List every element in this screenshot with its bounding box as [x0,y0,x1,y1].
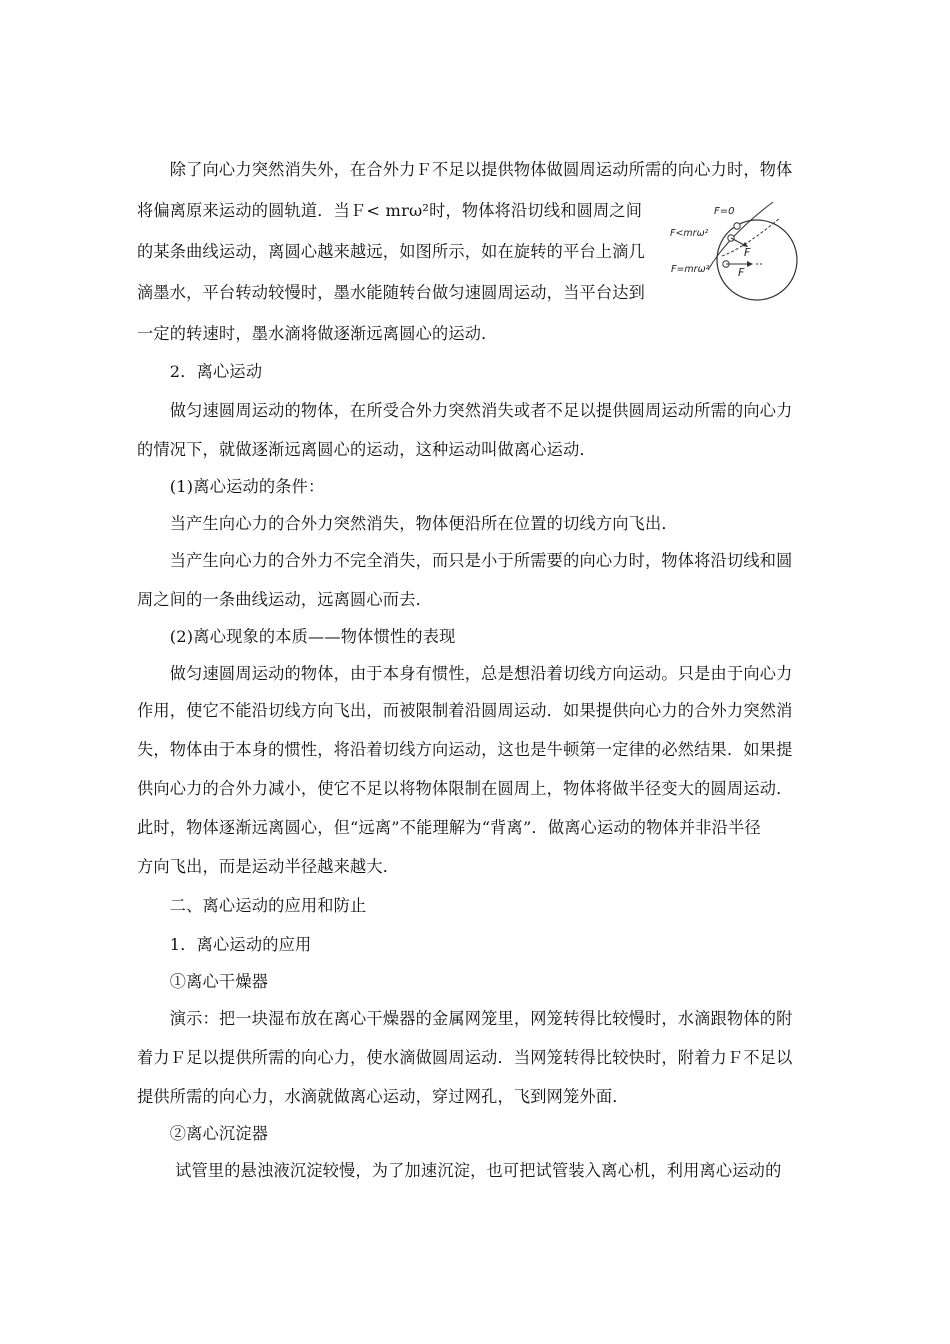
paragraph-line: 一定的转速时，墨水滴将做逐渐远离圆心的运动． [137,324,498,343]
section-heading: 二、离心运动的应用和防止 [137,896,367,915]
paragraph-line: 作用，使它不能沿切线方向飞出，而被限制着沿圆周运动．如果提供向心力的合外力突然消 [137,701,793,720]
item-heading: ①离心干燥器 [137,972,269,991]
subsection-heading: (2)离心现象的本质——物体惯性的表现 [137,627,456,646]
paragraph-line: 失，物体由于本身的惯性，将沿着切线方向运动，这也是牛顿第一定律的必然结果．如果提 [137,740,793,759]
paragraph-line: 的情况下，就做逐渐远离圆心的运动，这种运动叫做离心运动． [137,440,596,459]
paragraph-line: 周之间的一条曲线运动，远离圆心而去． [137,590,432,609]
section-heading: 1．离心运动的应用 [137,935,312,954]
paragraph-line: 除了向心力突然消失外，在合外力Ｆ不足以提供物体做圆周运动所需的向心力时，物体 [137,160,793,179]
paragraph-line: 当产生向心力的合外力不完全消失，而只是小于所需要的向心力时，物体将沿切线和圆 [137,551,793,570]
paragraph-line: 提供所需的向心力，水滴就做离心运动，穿过网孔，飞到网笼外面． [137,1087,629,1106]
paragraph-line: 做匀速圆周运动的物体，由于本身有惯性，总是想沿着切线方向运动。只是由于向心力 [137,664,793,683]
paragraph-line: 将偏离原来运动的圆轨道．当Ｆ< mrω²时，物体将沿切线和圆周之间 [137,201,643,220]
paragraph-line: 做匀速圆周运动的物体，在所受合外力突然消失或者不足以提供圆周运动所需的向心力 [137,401,793,420]
centrifugal-motion-diagram [668,196,808,314]
label-f-zero: F=0 [714,206,735,217]
label-force: F [738,266,745,279]
arrow-head [747,261,753,267]
circular-orbit [717,220,797,300]
paragraph-line: 方向飞出，而是运动半径越来越大． [137,857,400,876]
paragraph-line: 着力Ｆ足以提供所需的向心力，使水滴做圆周运动．当网笼转得比较快时，附着力Ｆ不足以 [137,1048,793,1067]
paragraph-line: 滴墨水，平台转动较慢时，墨水能随转台做匀速圆周运动，当平台达到 [137,283,646,302]
paragraph-line: 试管里的悬浊液沉淀较慢，为了加速沉淀，也可把试管装入离心机，利用离心运动的 [137,1161,782,1180]
paragraph-line: 的某条曲线运动，离圆心越来越远，如图所示，如在旋转的平台上滴几 [137,242,646,261]
object-dot [734,223,740,229]
section-heading: 2．离心运动 [137,362,263,381]
label-f-less: F<mrω² [670,228,709,239]
item-heading: ②离心沉淀器 [137,1124,269,1143]
paragraph-line: 当产生向心力的合外力突然消失，物体便沿所在位置的切线方向飞出． [137,514,678,533]
subsection-heading: (1)离心运动的条件： [137,477,325,496]
paragraph-line: 此时，物体逐渐远离圆心，但“远离”不能理解为“背离”．做离心运动的物体并非沿半径 [137,818,761,837]
label-f-equal: F=mrω² [671,264,710,275]
paragraph-line: 演示：把一块湿布放在离心干燥器的金属网笼里，网笼转得比较慢时，水滴跟物体的附 [137,1009,793,1028]
label-force: F [744,246,751,259]
paragraph-line: 供向心力的合外力减小，使它不足以将物体限制在圆周上，物体将做半径变大的圆周运动． [137,779,793,798]
